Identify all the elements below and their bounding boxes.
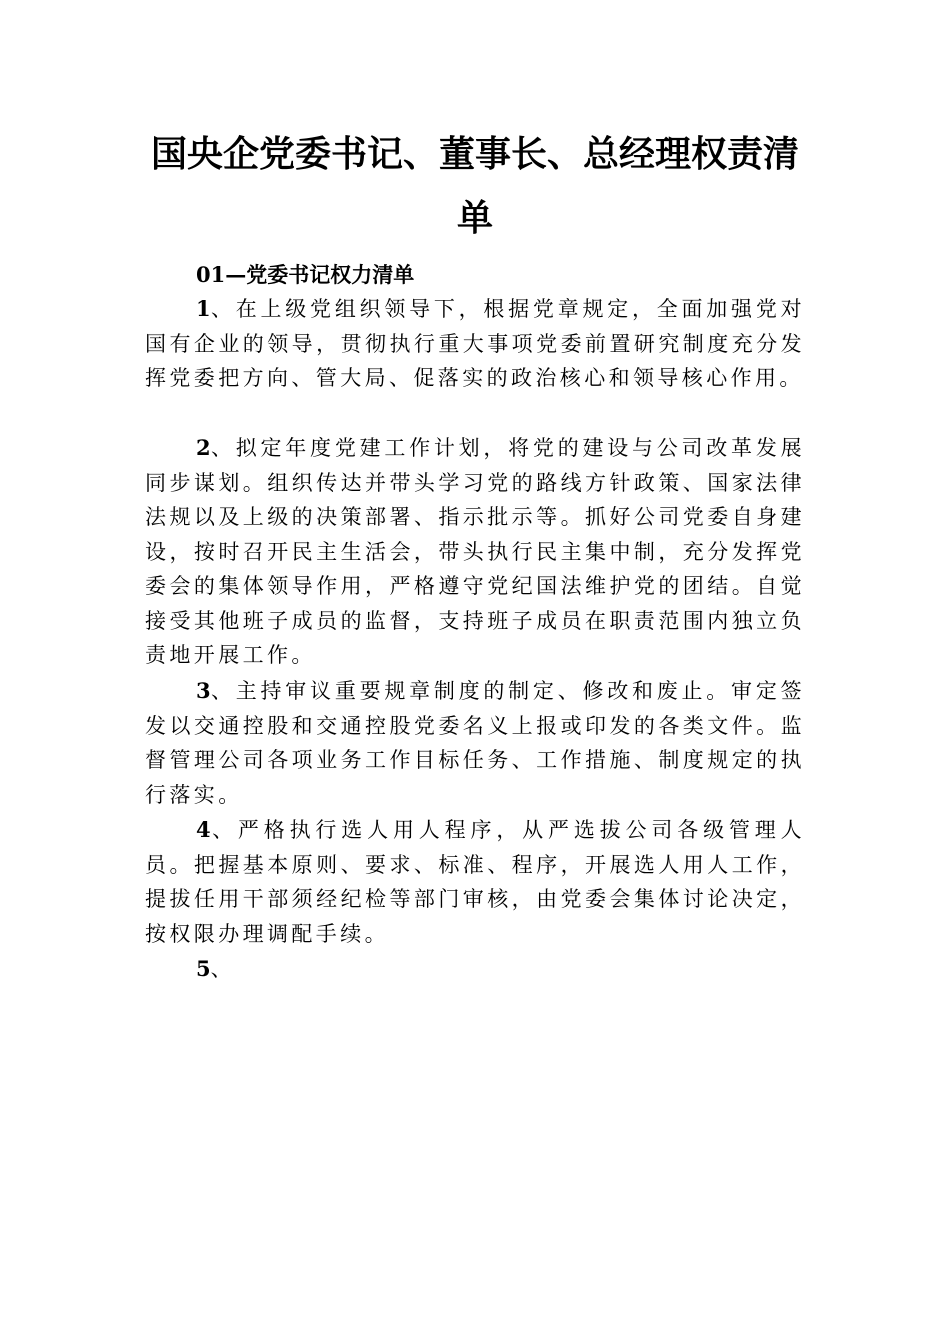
paragraph-2 bbox=[145, 431, 805, 673]
paragraph-4 bbox=[145, 813, 805, 951]
paragraph-text: 、主持审议重要规章制度的制定、修改和废止。审定签发以交通控股和交通控股党委名义上报或印发的各类文件。监督管理公司各项业务工作目标任务、工作措施、制度规定的执行落实。 bbox=[145, 679, 805, 807]
paragraph-text: 、 bbox=[210, 957, 236, 981]
paragraph-number: 2 bbox=[196, 435, 211, 460]
paragraph-1 bbox=[145, 292, 805, 396]
paragraph-text: 、严格执行选人用人程序，从严选拔公司各级管理人员。把握基本原则、要求、标准、程序，开展选人用人工作，提拔任用干部须经纪检等部门审核，由党委会集体讨论决定，按权限办理调配手续。 bbox=[145, 818, 805, 946]
paragraph-5 bbox=[145, 952, 805, 987]
paragraph-text: 、在上级党组织领导下，根据党章规定，全面加强党对国有企业的领导，贯彻执行重大事项党委前置研究制度充分发挥党委把方向、管大局、促落实的政治核心和领导核心作用。 bbox=[145, 297, 805, 390]
document-title: 国央企党委书记、董事长、总经理权责清单 bbox=[150, 133, 799, 239]
paragraph-number: 1 bbox=[196, 296, 211, 321]
section-heading: 01—党委书记权力清单 bbox=[196, 262, 415, 287]
paragraph-number: 5 bbox=[196, 956, 211, 981]
paragraph-3 bbox=[145, 674, 805, 812]
paragraph-number: 3 bbox=[196, 678, 211, 703]
paragraph-text: 、拟定年度党建工作计划，将党的建设与公司改革发展同步谋划。组织传达并带头学习党的路线方针政策、国家法律法规以及上级的决策部署、指示批示等。抓好公司党委自身建设，按时召开民主生活会，带头执行民主集中制，充分发挥党委会的集体领导作用，严格遵守党纪国法维护党的团结。自觉接受其他班子成员的监督，支持班子成员在职责范围内独立负责地开展工作。 bbox=[145, 436, 805, 667]
paragraph-number: 4 bbox=[196, 817, 211, 842]
